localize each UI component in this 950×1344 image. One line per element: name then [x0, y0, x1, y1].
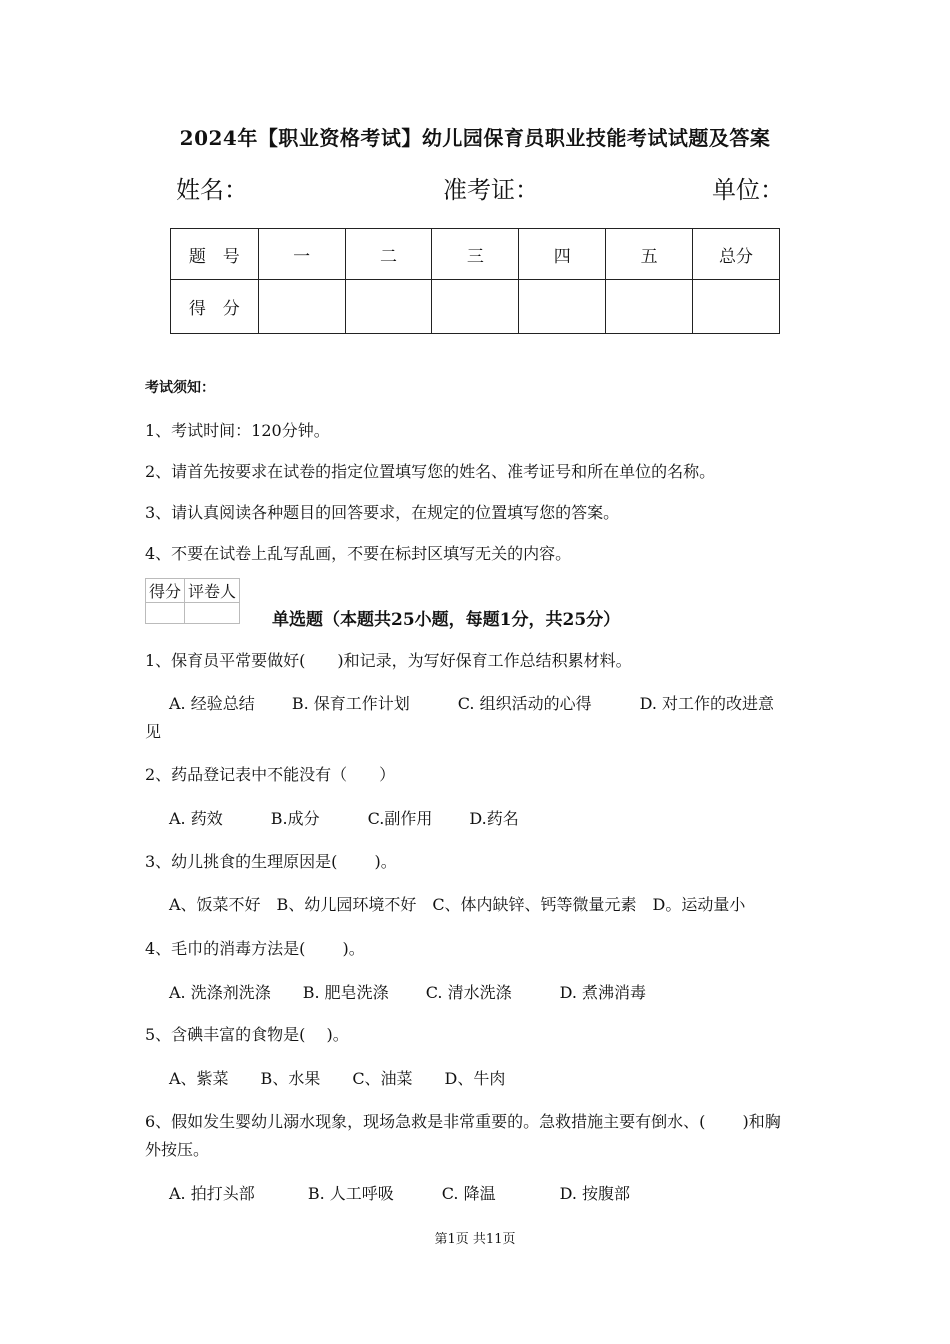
section-title: 单选题（本题共25小题，每题1分，共25分） [272, 610, 621, 630]
exam-id-label: 准考证： [443, 176, 539, 204]
score-cell-empty[interactable] [432, 280, 519, 334]
page-number: 第1页 共11页 [434, 1232, 516, 1247]
notice-heading: 考试须知： [145, 380, 215, 396]
question-options: A. 洗涤剂洗涤 B. 肥皂洗涤 C. 清水洗涤 D. 煮沸消毒 [169, 983, 647, 1002]
question-text: 1、保育员平常要做好( )和记录，为写好保育工作总结积累材料。 [145, 651, 632, 670]
score-cell-empty[interactable] [606, 280, 693, 334]
score-cell-empty[interactable] [345, 280, 432, 334]
question-options: A. 药效 B.成分 C.副作用 D.药名 [169, 809, 519, 828]
question-text: 6、假如发生婴幼儿溺水现象，现场急救是非常重要的。急救措施主要有倒水、( )和胸 [145, 1112, 781, 1131]
score-cell-header: 三 [432, 229, 519, 280]
score-cell-header: 一 [258, 229, 345, 280]
question-options-continued: 见 [145, 722, 162, 741]
question-text: 5、含碘丰富的食物是( )。 [145, 1025, 349, 1044]
question-text-continued: 外按压。 [145, 1140, 210, 1159]
unit-label: 单位： [712, 176, 784, 204]
question-text: 3、幼儿挑食的生理原因是( )。 [145, 852, 397, 871]
name-label: 姓名： [176, 176, 248, 204]
grader-score-cell[interactable] [146, 603, 185, 624]
score-table-score-row [171, 280, 780, 334]
score-cell-empty[interactable] [519, 280, 606, 334]
score-cell-header: 四 [519, 229, 606, 280]
question-options: A. 拍打头部 B. 人工呼吸 C. 降温 D. 按腹部 [169, 1184, 631, 1203]
score-cell-header: 五 [606, 229, 693, 280]
score-cell-empty[interactable] [693, 280, 780, 334]
grader-table [145, 578, 240, 624]
question-options: A. 经验总结 B. 保育工作计划 C. 组织活动的心得 D. 对工作的改进意 [169, 694, 775, 713]
grader-name-cell[interactable] [185, 603, 240, 624]
question-options: A、紫菜 B、水果 C、油菜 D、牛肉 [169, 1069, 506, 1088]
notice-item: 1、考试时间：120分钟。 [145, 421, 330, 440]
notice-item: 4、不要在试卷上乱写乱画，不要在标封区填写无关的内容。 [145, 544, 572, 563]
notice-item: 3、请认真阅读各种题目的回答要求，在规定的位置填写您的答案。 [145, 503, 620, 522]
grader-name-label: 评卷人 [185, 579, 240, 603]
score-cell-header: 总分 [693, 229, 780, 280]
grader-score-label: 得分 [146, 579, 185, 603]
notice-item: 2、请首先按要求在试卷的指定位置填写您的姓名、准考证号和所在单位的名称。 [145, 462, 716, 481]
score-row-label: 得 分 [171, 280, 259, 334]
score-cell-label: 题 号 [171, 229, 259, 280]
question-options: A、饭菜不好 B、幼儿园环境不好 C、体内缺锌、钙等微量元素 D。运动量小 [169, 895, 746, 914]
page-title: 2024年【职业资格考试】幼儿园保育员职业技能考试试题及答案 [179, 126, 771, 150]
score-cell-empty[interactable] [258, 280, 345, 334]
score-table-header-row [171, 229, 780, 280]
question-text: 2、药品登记表中不能没有（ ） [145, 765, 396, 784]
score-table [170, 228, 780, 334]
score-cell-header: 二 [345, 229, 432, 280]
question-text: 4、毛巾的消毒方法是( )。 [145, 939, 365, 958]
